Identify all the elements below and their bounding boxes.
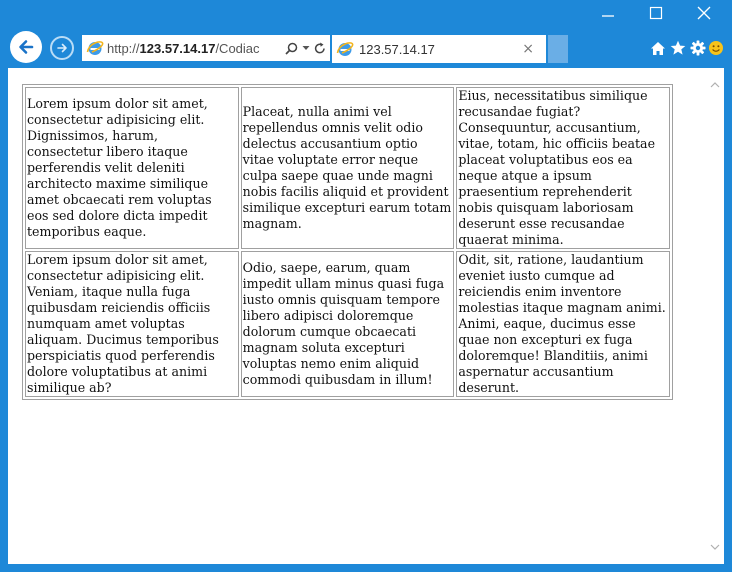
scroll-down-icon[interactable] [710, 544, 720, 550]
address-bar[interactable] [82, 35, 330, 61]
content-table [22, 84, 673, 400]
search-icon[interactable] [285, 42, 298, 55]
minimize-icon[interactable] [588, 0, 628, 26]
refresh-icon[interactable] [314, 42, 326, 55]
tab-close-icon[interactable]: × [522, 41, 534, 57]
url-text[interactable]: http://123.57.14.17/Codiac [107, 40, 260, 56]
table-row [25, 87, 670, 249]
close-icon[interactable] [684, 0, 724, 26]
table-cell: Placeat, nulla animi vel repellendus omnis velit odio delectus accusantium optio vitae voluptate error neque culpa saepe quae unde magni nobis facilis aliquid et provident similique excepturi earum totam magnam. [241, 87, 455, 249]
chevron-down-icon[interactable] [302, 45, 310, 51]
tab-title: 123.57.14.17 [359, 41, 435, 57]
vertical-scrollbar[interactable] [706, 68, 724, 564]
navigation-bar [0, 28, 732, 66]
forward-arrow-icon[interactable] [50, 36, 74, 60]
ie-logo-icon [336, 40, 354, 58]
smiley-icon[interactable] [706, 38, 726, 58]
table-cell: Odit, sit, ratione, laudantium eveniet iusto cumque ad reiciendis enim inventore molestias itaque magnam animi. Animi, eaque, ducimus esse quae non excepturi ex fuga doloremque! Blanditiis, animi aspernatur accusantium deserunt. [456, 251, 670, 397]
star-icon[interactable] [668, 38, 688, 58]
gear-icon[interactable] [688, 38, 708, 58]
table-cell: Lorem ipsum dolor sit amet, consectetur adipisicing elit. Dignissimos, harum, consectetur libero itaque perferendis velit deleniti architecto maxime similique amet obcaecati rem voluptas eos sed dolore dicta impedit temporibus eaque. [25, 87, 239, 249]
table-row [25, 251, 670, 397]
new-tab-button[interactable] [548, 35, 568, 63]
table-cell: Lorem ipsum dolor sit amet, consectetur adipisicing elit. Veniam, itaque nulla fuga quibusdam reiciendis officiis numquam amet voluptas aliquam. Ducimus temporibus perspiciatis quod perferendis dolore voluptatibus at animi similique ab? [25, 251, 239, 397]
table-cell: Eius, necessitatibus similique recusandae fugiat? Consequuntur, accusantium, vitae, totam, hic officiis beatae placeat voluptatibus eos ea neque atque a ipsum praesentium reprehenderit nobis quisquam laboriosam deserunt esse recusandae quaerat minima. [456, 87, 670, 249]
table-cell: Odio, saepe, earum, quam impedit ullam minus quasi fuga iusto omnis quisquam tempore libero adipisci doloremque dolorum cumque obcaecati magnam soluta excepturi voluptas nemo enim aliquid commodi quibusdam in illum! [241, 251, 455, 397]
title-bar [0, 0, 732, 26]
ie-logo-icon [86, 39, 104, 57]
maximize-icon[interactable] [636, 0, 676, 26]
scroll-up-icon[interactable] [710, 82, 720, 88]
tab-active[interactable] [332, 35, 546, 63]
home-icon[interactable] [648, 38, 668, 58]
page-content [8, 68, 724, 564]
back-arrow-icon[interactable] [10, 31, 42, 63]
